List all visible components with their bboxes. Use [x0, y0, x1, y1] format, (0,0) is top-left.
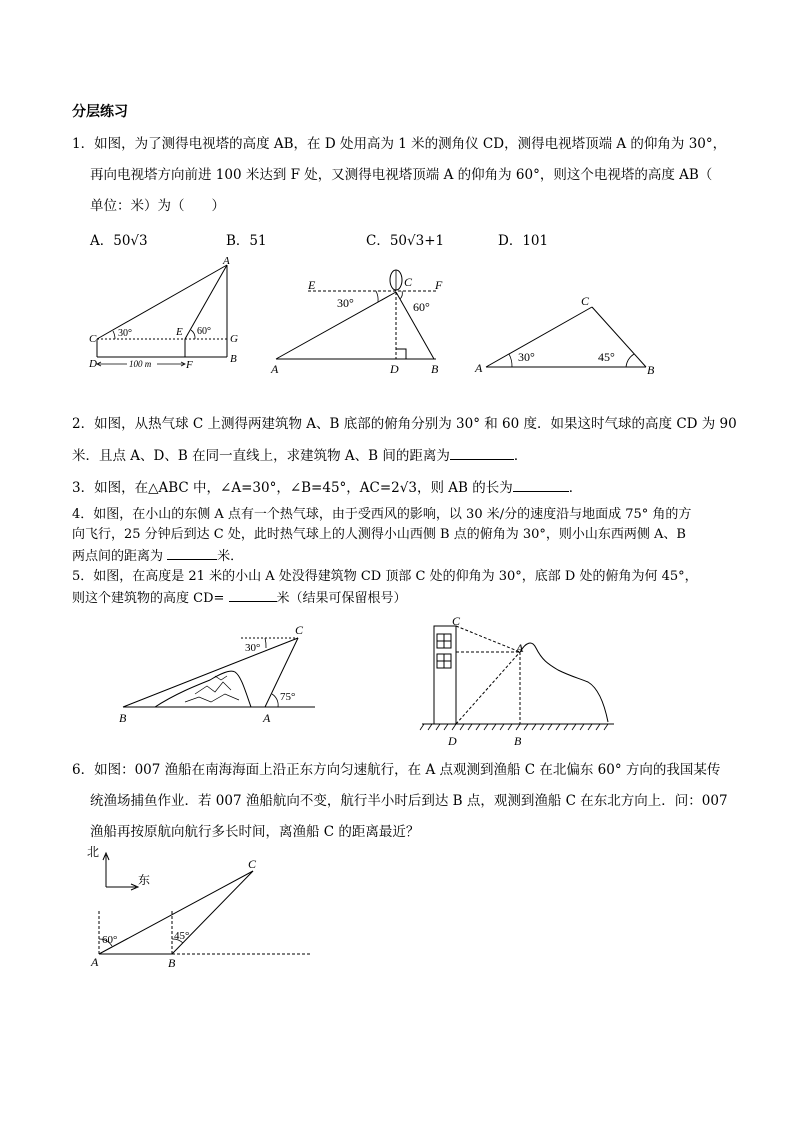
- fig1-label-e: E: [176, 326, 183, 338]
- q5-answer-blank[interactable]: [229, 587, 277, 602]
- fig3-label-b: B: [647, 363, 655, 377]
- fig5-label-b: B: [514, 734, 522, 748]
- fig6-label-b: B: [168, 956, 176, 970]
- fig1-angle-30: 30°: [118, 328, 132, 339]
- fig5-label-c: C: [452, 614, 461, 628]
- q1-option-b[interactable]: B．51: [226, 233, 267, 249]
- q1-line3: 单位：米）为（ ）: [90, 198, 225, 214]
- q3-answer-blank[interactable]: [513, 477, 569, 492]
- fig1-label-a: A: [223, 255, 230, 267]
- fig3-label-c: C: [581, 294, 590, 308]
- fig5-label-d: D: [448, 734, 457, 748]
- q6-line2: 统渔场捕鱼作业．若 007 渔船航向不变，航行半小时后到达 B 点，观测到渔船 C 在东北方向上．问：007: [90, 793, 728, 809]
- q5-line2-end: 米（结果可保留根号）: [276, 591, 407, 606]
- q4-answer-blank[interactable]: [167, 545, 217, 560]
- q4-figure-hill: [115, 622, 320, 724]
- fig1-label-b: B: [230, 353, 237, 365]
- fig2-label-e: E: [308, 278, 316, 292]
- fig6-label-a: A: [91, 955, 99, 969]
- fig5-label-a: A: [516, 641, 524, 655]
- fig1-label-f: F: [186, 359, 193, 371]
- fig4-label-b: B: [119, 711, 127, 724]
- section-title: 分层练习: [72, 104, 128, 120]
- fig1-label-d: D: [89, 358, 97, 370]
- q4-line1: 4．如图，在小山的东侧 A 点有一个热气球，由于受西风的影响，以 30 米/分的速度沿与地面成 75° 角的方: [72, 507, 692, 522]
- fig2-label-a: A: [271, 362, 279, 376]
- q1-line1: 1．如图，为了测得电视塔的高度 AB，在 D 处用高为 1 米的测角仪 CD，测得电视塔顶端 A 的仰角为 30°，: [72, 136, 727, 152]
- q2-line2-end: ．: [513, 448, 528, 464]
- q6-line3: 渔船再按原航向航行多长时间，离渔船 C 的距离最近？: [90, 824, 420, 840]
- q3-figure-triangle: [472, 290, 662, 378]
- q5-figure-building: [418, 612, 620, 750]
- q1-line2: 再向电视塔方向前进 100 米达到 F 处，又测得电视塔顶端 A 的仰角为 60°，则这个电视塔的高度 AB（: [90, 167, 713, 183]
- q2-line2: 米．且点 A、D、B 在同一直线上，求建筑物 A、B 间的距离为: [72, 448, 450, 464]
- q2-figure-balloon: [268, 266, 454, 378]
- fig2-label-f: F: [435, 278, 443, 292]
- fig1-label-g: G: [230, 333, 238, 345]
- q4-line3: 两点间的距离为: [72, 549, 164, 564]
- fig2-label-c: C: [404, 275, 413, 289]
- fig2-label-d: D: [390, 362, 399, 376]
- fig2-angle-60: 60°: [413, 300, 430, 314]
- fig4-angle-75: 75°: [280, 691, 296, 703]
- fig4-label-a: A: [263, 711, 271, 724]
- q6-figure-ships: [84, 841, 324, 971]
- q1-option-a[interactable]: A．50√3: [90, 233, 148, 249]
- fig4-label-c: C: [295, 623, 304, 637]
- fig6-angle-45: 45°: [174, 930, 190, 942]
- q1-figure-tower: [85, 252, 270, 376]
- q4-line3-end: 米．: [217, 549, 244, 564]
- fig6-north-label: 北: [87, 845, 100, 859]
- fig2-label-b: B: [431, 362, 439, 376]
- fig1-angle-60: 60°: [197, 326, 211, 337]
- q1-option-d[interactable]: D．101: [498, 233, 549, 249]
- q4-line2: 向飞行，25 分钟后到达 C 处，此时热气球上的人测得小山西侧 B 点的俯角为 30°，则小山东西两侧 A、B: [72, 527, 686, 542]
- q3-line1: 3．如图，在△ABC 中，∠A=30°，∠B=45°，AC=2√3，则 AB 的长为: [72, 480, 513, 496]
- fig1-distance: 100 m: [129, 359, 152, 369]
- fig6-label-c: C: [248, 857, 257, 871]
- fig6-east-label: 东: [138, 873, 151, 887]
- q3-line1-end: ．: [568, 480, 583, 496]
- fig3-label-a: A: [475, 361, 483, 375]
- fig3-angle-45: 45°: [598, 350, 615, 364]
- q5-line2: 则这个建筑物的高度 CD=: [72, 591, 225, 606]
- q1-option-c[interactable]: C．50√3+1: [366, 233, 445, 249]
- q2-line1: 2．如图，从热气球 C 上测得两建筑物 A、B 底部的俯角分别为 30° 和 60 度．如果这时气球的高度 CD 为 90: [72, 416, 737, 432]
- fig3-angle-30: 30°: [518, 350, 535, 364]
- q2-answer-blank[interactable]: [450, 445, 514, 460]
- fig4-angle-30: 30°: [245, 642, 261, 654]
- fig2-angle-30: 30°: [337, 296, 354, 310]
- q5-line1: 5．如图，在高度是 21 米的小山 A 处没得建筑物 CD 顶部 C 处的仰角为 30°，底部 D 处的俯角为何 45°，: [72, 569, 698, 584]
- fig1-label-c: C: [89, 333, 97, 345]
- q6-line1: 6．如图：007 渔船在南海海面上沿正东方向匀速航行，在 A 点观测到渔船 C 在北偏东 60° 方向的我国某传: [72, 762, 721, 778]
- fig6-angle-60: 60°: [102, 934, 118, 946]
